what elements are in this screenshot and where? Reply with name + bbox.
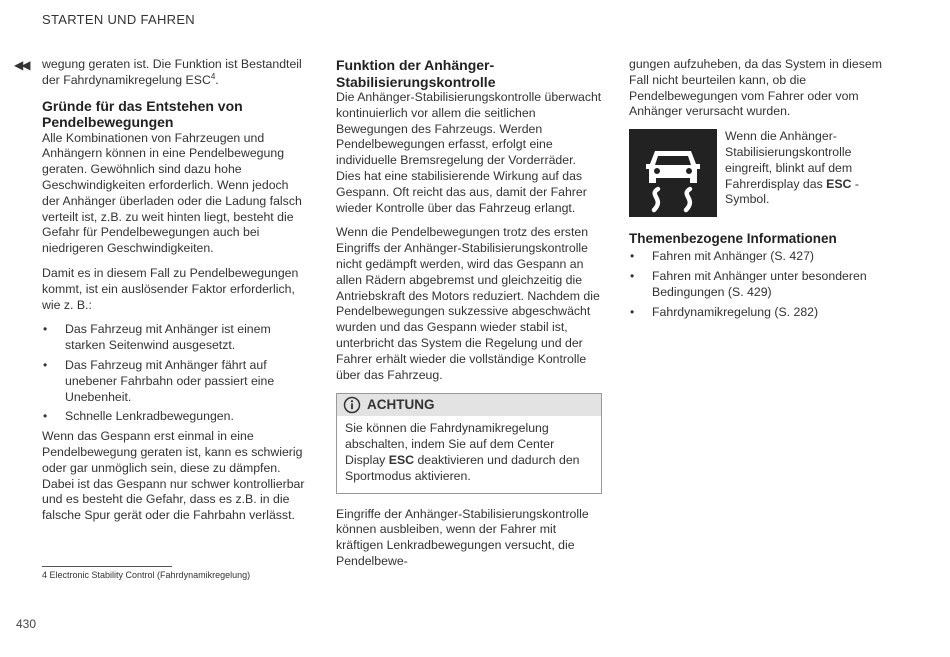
esc-symbol-row [629, 129, 899, 217]
paragraph: Alle Kombinationen von Fahrzeugen und Anhängern können in eine Pendelbewegung geraten. Gewöhnlich sind dazu hohe Geschwindigkeiten erforderlich. Wenn jedoch der Anhänger überladen oder die Ladung falsch verteilt ist, z.B. zu weit hinten liegt, besteht die Gefahr für Pendelbewegungen auch bei niedrigeren Geschwindigkeiten. [42, 130, 302, 256]
section-heading-causes: Gründe für das Entstehen von Pendelbewegungen [42, 97, 243, 131]
paragraph: Wenn das Gespann erst einmal in eine Pendelbewegung geraten ist, kann es schwierig oder gar unmöglich sein, diese zu dämpfen. Dabei ist das Gespann nur schwer kontrollierbar und es besteht die Gefahr, dass es z.B. in die falsche Spur gerät oder die Fahrbahn verlässt. [42, 429, 305, 523]
related-link[interactable]: • Fahren mit Anhänger unter besonderen Bedingungen (S. 429) [629, 269, 899, 301]
esc-label: ESC [388, 452, 415, 467]
list-item: • Das Fahrzeug mit Anhänger fährt auf unebener Fahrbahn oder passiert eine Unebenheit. [42, 358, 307, 405]
footnote-divider [42, 566, 172, 567]
warning-text: Sie können die Fahrdynamikregelung abschalten, indem Sie auf dem Center Display [345, 421, 555, 467]
footnote-number: 4 [42, 570, 48, 580]
paragraph: gungen aufzuheben, da das System in diesem Fall nicht beurteilen kann, ob die Pendelbewegungen vom Fahrer oder vom Anhänger verursacht wurden. [629, 57, 882, 119]
warning-text: deaktivieren und dadurch den Sportmodus aktivieren. [345, 452, 580, 483]
column-left [42, 57, 307, 533]
footnote-text: Electronic Stability Control (Fahrdynamikregelung) [47, 570, 251, 580]
intro-text: wegung geraten ist. Die Funktion ist Bestandteil der Fahrdynamikregelung ESC [42, 57, 302, 87]
esc-text: Wenn die Anhänger-Stabilisierungskontrolle eingreift, blinkt auf dem Fahrerdisplay das [725, 129, 853, 191]
warning-body [337, 416, 601, 492]
esc-skid-car-icon [629, 129, 717, 217]
related-info-heading: Themenbezogene Informationen [629, 231, 837, 247]
column-middle [336, 57, 602, 579]
esc-description [725, 129, 899, 217]
list-item: • Das Fahrzeug mit Anhänger ist einem starken Seitenwind ausgesetzt. [42, 322, 307, 354]
column-right [629, 57, 899, 324]
section-header: STARTEN UND FAHREN [42, 12, 195, 27]
list-item: • Schnelle Lenkradbewegungen. [42, 409, 307, 425]
warning-box [336, 393, 602, 493]
paragraph: Eingriffe der Anhänger-Stabilisierungskontrolle können ausbleiben, wenn der Fahrer mit kräftigen Lenkradbewegungen versucht, die Pendelbewe- [336, 506, 589, 568]
related-link[interactable]: • Fahrdynamikregelung (S. 282) [629, 305, 899, 321]
section-heading-function: Funktion der Anhänger-Stabilisierungskontrolle [336, 57, 496, 90]
related-link[interactable]: • Fahren mit Anhänger (S. 427) [629, 249, 899, 265]
esc-text: -Symbol. [725, 176, 859, 207]
warning-header [337, 394, 601, 416]
page-number: 430 [16, 617, 37, 631]
footnote [42, 570, 250, 580]
intro-end: . [215, 72, 219, 87]
esc-label: ESC [826, 176, 852, 191]
paragraph: Wenn die Pendelbewegungen trotz des ersten Eingriffs der Anhänger-Stabilisierungskontrolle nicht gedämpft werden, wird das Gespann an allen Rädern abgebremst und gleichzeitig die Antriebskraft des Motors reduziert. Nachdem die Pendelbewegungen sukzessive abgeschwächt wurden und das Gespann wieder stabil ist, unterbricht das System die Regelung und der Fahrer erhält wieder die vollständige Kontrolle über das Fahrzeug. [336, 225, 600, 382]
info-circle-icon [343, 396, 361, 414]
paragraph: Die Anhänger-Stabilisierungskontrolle überwacht kontinuierlich vor allem die seitlichen Bewegungen des Fahrzeugs. Werden Pendelbewegungen erfasst, erfolgt eine individuelle Bremsregelung der Vorderräder. Dies hat eine stabilisierende Wirkung auf das Gespann. Oft reicht das aus, damit der Fahrer wieder Kontrolle über das Fahrzeug erlangt. [336, 90, 602, 215]
cause-list [42, 322, 307, 425]
double-left-arrow-icon[interactable]: ◀◀ [14, 58, 29, 72]
footnote-marker[interactable]: 4 [210, 71, 216, 81]
paragraph: Damit es in diesem Fall zu Pendelbewegungen kommt, ist ein auslösender Faktor erforderlich, wie z. B.: [42, 265, 299, 312]
warning-title: ACHTUNG [367, 397, 435, 413]
intro-paragraph [42, 57, 307, 89]
related-links [629, 249, 899, 320]
